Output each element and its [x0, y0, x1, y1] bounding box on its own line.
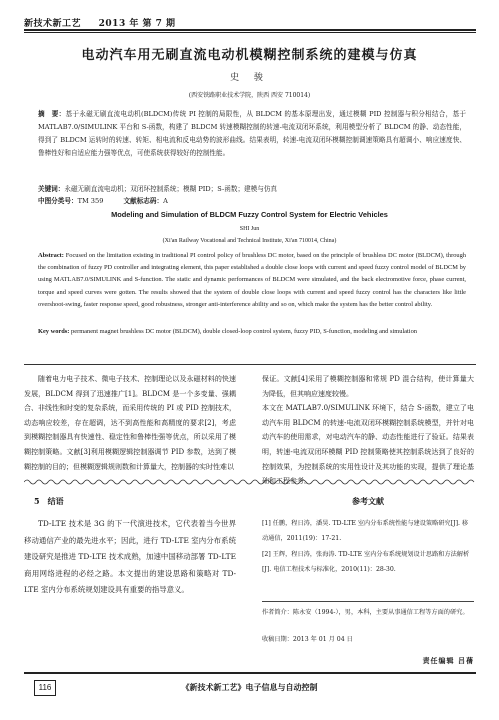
- footer-rule: [24, 672, 476, 674]
- body-right-column: 保证。文献[4]采用了模糊控制器和常规 PD 混合结构，使计算量大为降低，但其响应速度较慢。 本文在 MATLAB7.0/SIMULINK 环境下，结合 S-函数，建立了电动汽车用 BLDCM 的转速-电流双闭环模糊控制系统模型，并针对电动汽车的使用需求，对电动汽车的静、动态性能进行了验证。结果表明，转速-电流双闭环模糊 PID 控制策略使其控制系统达到了良好的控制效果，为控制系统的实用性设计及其功能的实现，提供了理论基础和工程参考。: [262, 375, 474, 486]
- abstract-text: 基于永磁无刷直流电动机(BLDCM)传统 PI 控制的局限性，从 BLDCM 的基本原理出发，通过模糊 PID 控制器与积分相结合，基于 MATLAB7.0/SIMULINK 平台和 S-函数，构建了 BLDCM 转速模糊控制的转速-电流双闭环系统，利用模型分析了 BLDCM 的静、动态性能，得到了 BLDCM 运转时的转速、转矩、相电流和反电动势的波形曲线。结果表明，转速-电流双闭环模糊控制调速策略具有超调小、响应速度快、鲁棒性好和自适应能力强等优点，可使系统获得较好的控制性能。: [38, 110, 467, 157]
- references-rule: [262, 601, 474, 602]
- reference-item: [2] 王辉，程日涛，张海涛. TD-LTE 室内分布系统规划设计思路和方法解析[J]. 电信工程技术与标准化，2010(11)：28-30.: [262, 550, 470, 574]
- footer-journal-title: 《新技术新工艺》电子信息与自动控制: [181, 682, 318, 692]
- classification-line: [38, 195, 466, 208]
- header-rule: [24, 29, 476, 31]
- references-heading: 参考文献: [352, 496, 384, 506]
- doc-value: A: [163, 197, 168, 205]
- doc-label: 文献标志码：: [123, 197, 164, 205]
- cls-label: 中图分类号：: [38, 197, 78, 205]
- reference-list: [262, 516, 474, 578]
- body-left-column: 随着电力电子技术、微电子技术、控制理论以及永磁材料的快速发展，BLDCM 得到了迅速推广[1]。BLDCM 是一个多变量、强耦合、非线性和时变的复杂系统，而采用传统的 PI 或 PID 控制技术，动态响应较差，存在超调，达不到高性能和高精度的要求[2]，考虑到模糊控制器具有快速性、稳定性和鲁棒性强等优点，所以采用了模糊控制策略。文献[3]利用模糊逻辑控制器调节 PID 参数，达到了模糊控制的目的；但模糊逻辑规则数和计算量大，控制器的实时性难以: [24, 375, 236, 471]
- author-info: 作者简介：陈永安（1994-），男，本科，主要从事通信工程等方面的研究。: [262, 609, 469, 616]
- header-rule-thin: [24, 32, 476, 33]
- responsible-editor: 责任编辑 吕蒨: [422, 656, 474, 665]
- received-date: 收稿日期：2013 年 01 月 04 日: [262, 636, 353, 643]
- keywords-text-en: permanent magnet brushless DC motor (BLDCM), double closed-loop control system, fuzzy PID, S-function, modeling and simulation: [71, 328, 417, 335]
- affiliation-en: (Xi'an Railway Vocational and Technical Institute, Xi'an 710014, China): [162, 238, 337, 244]
- reference-item: [1] 任鹏，程日涛，潘昊. TD-LTE 室内分布系统性能与建设策略研究[J]. 移动通信，2011(19)：17-21.: [262, 520, 469, 543]
- abstract-label: 摘 要：: [38, 110, 66, 118]
- conclusion-text: TD-LTE 技术是 3G 的下一代演进技术，它代表着当今世界移动通信产业的最先进水平；因此，进行 TD-LTE 室内分布系统建设研究是推进 TD-LTE 技术成熟，加速中国移动部署 TD-LTE 商用网络进程的必经之路。本文提出的建设思路和策略对 TD-LTE 室内分布系统规划建设具有重要的指导意义。: [24, 519, 236, 595]
- wavy-divider: [24, 478, 476, 486]
- cls-value: TM 359: [77, 197, 104, 205]
- abstract-label-en: Abstract:: [38, 252, 64, 259]
- abstract-text-en: Focused on the limitation existing in traditional PI control policy of brushless DC motor, based on the principle of brushless DC motor (BLDCM), through the combination of fuzzy PD controller and integrating element, this paper established a double close loops with current and speed fuzzy control model of BLDCM by using MATLAB7.0/SIMULINK and S-function. The static and dynamic performances of BLDCM were simulated, and the back electromotive force, phase current, torque and speed curves were gotten. The results showed that the system of double close loops with current and speed fuzzy control has the characters like little overshoot-swing, faster response speed, good robustness, stronger anti-interference ability and so on, which make the system has the better control ability.: [38, 252, 466, 308]
- keywords-text: 永磁无刷直流电动机；双闭环控制系统；模糊 PID；S-函数；建模与仿真: [64, 185, 278, 193]
- author-name-en: SHI Jun: [239, 226, 260, 232]
- affiliation: (西安铁路职业技术学院，陕西 西安 710014): [188, 92, 311, 99]
- section-heading-conclusion: 5 结语: [34, 496, 64, 506]
- keywords-en: [38, 326, 466, 338]
- journal-name: 新技术新工艺: [24, 19, 82, 29]
- keywords-label: 关键词：: [38, 185, 65, 193]
- author-name: 史 骏: [230, 73, 269, 83]
- abstract-en: [38, 250, 466, 326]
- paper-title: 电动汽车用无刷直流电动机模糊控制系统的建模与仿真: [81, 48, 418, 63]
- paper-title-en: Modeling and Simulation of BLDCM Fuzzy Control System for Electric Vehicles: [111, 210, 388, 219]
- keywords-label-en: Key words:: [38, 328, 70, 335]
- running-header: [24, 16, 176, 29]
- page-number: 116: [34, 680, 56, 696]
- abstract-zh: [38, 108, 466, 188]
- issue-label: 2013 年 第 7 期: [98, 19, 176, 29]
- section-divider: [24, 364, 476, 365]
